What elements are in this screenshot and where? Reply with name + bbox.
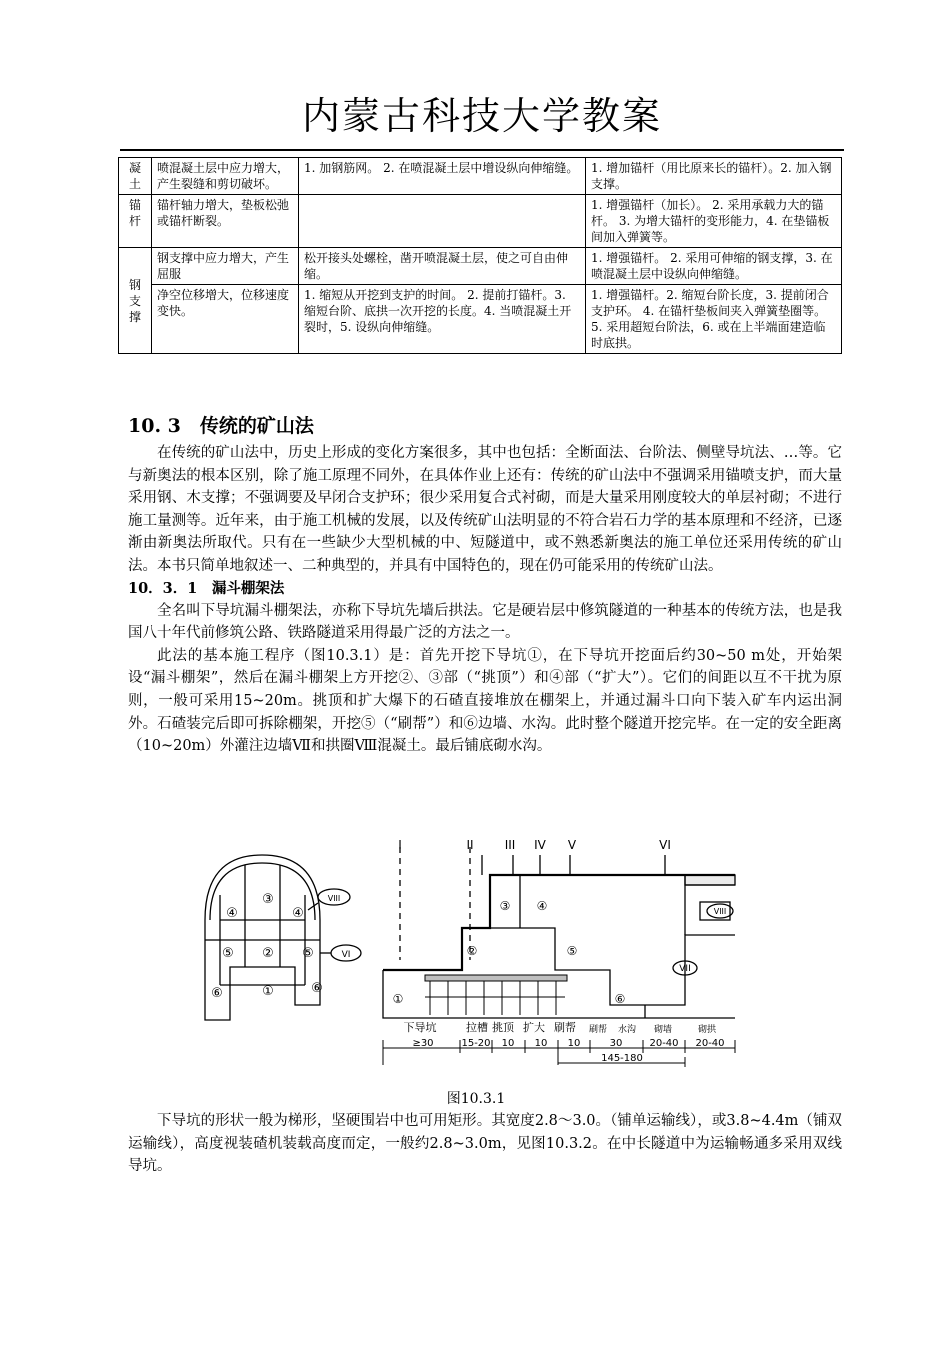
stage-labels [404,1020,717,1035]
header-rule [120,149,844,151]
table-cell-cause: 喷混凝土层中应力增大，产生裂缝和剪切破坏。 [152,158,299,195]
tunnel-cross-section [205,855,361,1020]
paragraph: 此法的基本施工程序（图10.3.1）是：首先开挖下导坑①，在下导坑开挖面后约30~50 m处，开始架设“漏斗棚架”，然后在漏斗棚架上方开挖②、③部（“挑顶”）和④部（“扩大”）。它们的间距以互不干扰为原则，一般可采用15~20m。挑顶和扩大爆下的石碴直接堆放在棚架上，并通过漏斗口向下装入矿车内运出洞外。石碴装完后即可拆除棚架，开挖⑤（“刷帮”）和⑥边墙、水沟。此时整个隧道开挖完毕。在一定的安全距离（10~20m）外灌注边墙Ⅶ和拱圈Ⅷ混凝土。最后铺底砌水沟。 [128,647,842,755]
circle-label-6: ⑥ [211,986,223,1001]
roman-label-vi: VI [659,838,671,852]
circle-label-4: ④ [536,899,548,913]
tunnel-long-section [383,847,735,1018]
table-cell-cause: 净空位移增大，位移速度变快。 [152,285,299,354]
tail-content [128,1110,842,1178]
subsection-heading: 10．3．1 漏斗棚架法 [128,579,285,597]
dimension-label: 30 [609,1038,623,1049]
table-row [119,285,842,354]
table-cell-measure-2: 1. 增加锚杆（用比原来长的锚杆）。2. 加入钢支撑。 [586,158,842,195]
table-row [119,158,842,195]
roman-label-viii: VIII [713,907,727,916]
dimension-total: 145-180 [601,1053,643,1064]
circle-label-3: ③ [262,892,274,907]
table-cell-cause: 钢支撑中应力增大，产生屈服 [152,248,299,285]
roman-label-viii: VIII [327,894,341,903]
circle-label-5: ⑤ [566,944,578,958]
stage-label: 拉槽 [466,1021,488,1034]
dimension-label: 10 [567,1038,581,1049]
stage-label: 刷帮 [554,1021,576,1034]
table-cell-cause: 锚杆轴力增大，垫板松弛或锚杆断裂。 [152,195,299,248]
circle-label-6: ⑥ [311,981,323,996]
circle-label-5: ⑤ [302,946,314,961]
section-heading: 10. 3 传统的矿山法 [128,415,314,437]
table-cell-measure-1: 松开接头处螺栓，凿开喷混凝土层，使之可自由伸缩。 [299,248,586,285]
paragraph: 在传统的矿山法中，历史上形成的变化方案很多，其中也包括：全断面法、台阶法、侧壁导坑法、…等。它与新奥法的根本区别，除了施工原理不同外，在具体作业上还有：传统的矿山法中不强调采用锚喷支护，而大量采用钢、木支撑；不强调要及早闭合支护环；很少采用复合式衬砌，而是大量采用刚度较大的单层衬砌；不进行施工量测等。近年来，由于施工机械的发展，以及传统矿山法明显的不符合岩石力学的基本原理和不经济，已逐渐由新奥法所取代。只有在一些缺少大型机械的中、短隧道中，或不熟悉新奥法的施工单位还采用传统的矿山法。本书只简单地叙述一、二种典型的，并具有中国特色的，现在仍可能采用的传统矿山法。 [128,445,842,574]
circle-label-6: ⑥ [614,992,626,1006]
dimension-label: 20-40 [649,1038,679,1049]
table-cell-category: 凝 土 [119,158,152,195]
circle-label-1: ① [392,992,404,1006]
table-cell-measure-2: 1. 增强锚杆。2. 缩短台阶长度，3. 提前闭合支护环。 4. 在锚杆垫板间夹入弹簧垫圈等。 5. 采用超短台阶法，6. 或在上半端面建造临时底拱。 [586,285,842,354]
roman-label-v: V [567,838,577,852]
stage-label: 挑顶 [492,1021,514,1034]
table-row [119,195,842,248]
paragraph: 下导坑的形状一般为梯形，坚硬围岩中也可用矩形。其宽度2.8～3.0。（铺单运输线），或3.8~4.4m（铺双运输线），高度视装碴机装载高度而定，一般约2.8~3.0m，见图10.3.2。在中长隧道中为运输畅通多采用双线导坑。 [128,1113,842,1175]
roman-label-ii: II [466,838,474,852]
table-cell-measure-1: 1. 缩短从开挖到支护的时间。 2. 提前打锚杆。3. 缩短台阶、底拱一次开挖的长度。4. 当喷混凝土开裂时，5. 设纵向伸缩缝。 [299,285,586,354]
table-cell-measure-1: 1. 加钢筋网。 2. 在喷混凝土层中增设纵向伸缩缝。 [299,158,586,195]
stage-label: 扩大 [523,1021,545,1034]
page-header-title: 内蒙古科技大学教案 [301,94,662,138]
circle-label-2: ② [466,944,478,958]
figure-caption: 图10.3.1 [446,1091,506,1107]
dimension-label: ≥30 [412,1038,434,1049]
table-cell-category: 锚 杆 [119,195,152,248]
section-content [128,412,842,758]
table-cell-measure-2: 1. 增强锚杆（加长）。 2. 采用承载力大的锚杆。 3. 为增大锚杆的变形能力，4. 在垫锚板间加入弹簧等。 [586,195,842,248]
stage-label: 砌墙 [653,1025,673,1035]
dimension-label: 20-40 [695,1038,725,1049]
stage-label: 刷帮 [588,1025,608,1035]
roman-label-vii: VII [679,964,691,974]
circle-label-3: ③ [499,899,511,913]
circle-label-5: ⑤ [222,946,234,961]
table-cell-category: 钢 支 撑 [119,248,152,354]
dimension-label: 10 [534,1038,548,1049]
stage-label: 下导坑 [403,1021,437,1034]
roman-label-iv: IV [534,838,546,852]
dimension-lines [383,1040,735,1067]
paragraph: 全名叫下导坑漏斗棚架法，亦称下导坑先墙后拱法。它是硬岩层中修筑隧道的一种基本的传统方法，也是我国八十年代前修筑公路、铁路隧道采用得最广泛的方法之一。 [128,602,842,642]
dimension-labels [412,1038,724,1064]
stage-label: 砌拱 [697,1025,717,1035]
construction-sequence-figure [180,835,760,1075]
table-cell-measure-1 [299,195,586,248]
circle-label-2: ② [262,946,274,961]
countermeasure-table [118,157,842,354]
table-cell-measure-2: 1. 增强锚杆。 2. 采用可伸缩的钢支撑，3. 在喷混凝土层中设纵向伸缩缝。 [586,248,842,285]
stage-label: 水沟 [617,1025,637,1035]
roman-label-iii: III [504,838,516,852]
circle-label-1: ① [262,984,274,999]
dimension-label: 10 [501,1038,515,1049]
circle-label-4: ④ [226,906,238,921]
table-row [119,248,842,285]
funnel-shed [425,975,567,1015]
dimension-label: 15-20 [461,1038,491,1049]
roman-label-vi: VI [341,950,351,960]
circle-label-4: ④ [292,906,304,921]
roman-label-i: I [398,838,402,852]
